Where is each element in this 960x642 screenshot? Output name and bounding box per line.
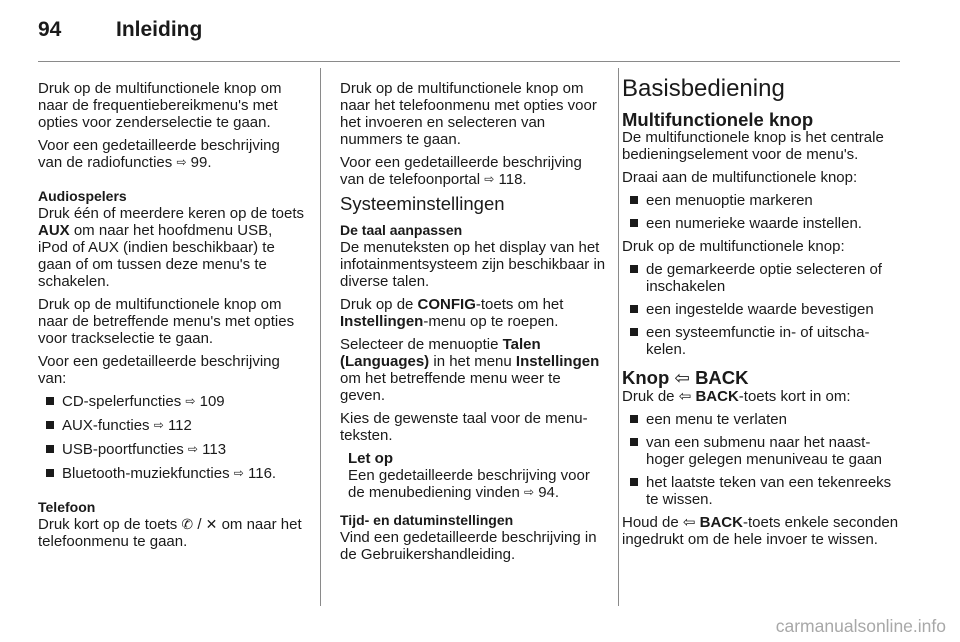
list-item: een systeemfunctie in- of uitschakelen.: [622, 324, 902, 358]
bullet-icon: [630, 265, 638, 273]
page-ref: 109: [199, 393, 225, 410]
paragraph: Druk op de CONFIG-toets om het Instellingen-menu op te roepen.: [340, 296, 564, 330]
column-2: [340, 80, 608, 569]
paragraph: Druk op de multifunctionele knop om naar de frequentiebereikmenu's met opties voor zenderselectie te gaan.: [38, 80, 282, 131]
hangup-icon: ✕: [205, 516, 218, 532]
column-divider-2: [618, 68, 619, 606]
sub-heading: Multifunctionele knop: [622, 109, 814, 130]
page-number: 94: [38, 18, 62, 41]
page-ref: 116.: [248, 465, 277, 482]
heading-tijd: Tijd- en datuminstellingen: [340, 512, 514, 528]
bullet-icon: [630, 438, 638, 446]
menu-talen: Talen (Languages): [340, 336, 541, 370]
paragraph: De multifunctionele knop is het centrale bedieningselement voor de menu's.: [622, 129, 884, 163]
key-config: CONFIG: [417, 296, 476, 313]
page-ref-icon: ⇨: [187, 442, 198, 456]
heading-telefoon: Telefoon: [38, 499, 96, 515]
page-ref-icon: ⇨: [185, 394, 196, 408]
page-ref: 113: [202, 441, 227, 458]
list-item: de gemarkeerde optie selecteren of inschakelen: [622, 261, 902, 295]
list-item: van een submenu naar het naasthoger gelegen menuniveau te gaan: [622, 434, 902, 468]
heading-knop-back: Knop ⇦ BACK: [622, 367, 749, 388]
paragraph: Draai aan de multifunctionele knop:: [622, 169, 858, 186]
page-ref: 112: [167, 417, 192, 434]
paragraph: Druk op de multifunctionele knop om naar de betreffende menu's met opties voor trackselectie te gaan.: [38, 296, 295, 347]
phone-icon: ✆: [181, 516, 194, 532]
page-ref: 94.: [538, 484, 560, 501]
bullet-icon: [630, 196, 638, 204]
section-heading: Systeeminstellingen: [340, 193, 505, 214]
paragraph: Druk op de multifunctionele knop:: [622, 238, 845, 255]
bullet-icon: [46, 397, 54, 405]
paragraph: Druk kort op de toets ✆ / ✕ om naar het telefoonmenu te gaan.: [38, 516, 302, 550]
watermark: carmanualsonline.info: [775, 616, 946, 636]
menu-instellingen: Instellingen: [340, 313, 424, 330]
list-item: CD-spelerfuncties ⇨ 109: [38, 393, 306, 411]
page-ref-icon: ⇨: [523, 485, 535, 499]
main-heading: Basisbediening: [622, 75, 785, 102]
paragraph: Houd de ⇦ BACK-toets enkele seconden ingedrukt om de hele invoer te wissen.: [622, 514, 899, 548]
bullet-icon: [46, 421, 54, 429]
page-ref-icon: ⇨: [484, 172, 495, 186]
paragraph: Druk één of meerdere keren op de toets AUX om naar het hoofdmenu USB, iPod of AUX (indien beschikbaar) te gaan of om tussen deze menu's te schakelen.: [38, 205, 304, 290]
bullet-icon: [46, 469, 54, 477]
list-item: Bluetooth-muziekfuncties ⇨ 116.: [38, 465, 306, 483]
paragraph: Voor een gedetailleerde beschrijving van de radiofuncties ⇨ 99.: [38, 137, 280, 171]
key-aux: AUX: [38, 222, 70, 239]
note-text: Een gedetailleerde beschrijving voor de menubediening vinden ⇨ 94.: [348, 467, 590, 501]
paragraph: De menuteksten op het display van het infotainmentsysteem zijn beschikbaar in diverse talen.: [340, 239, 606, 290]
header-rule: [38, 61, 900, 62]
paragraph: Voor een gedetailleerde beschrijving van:: [38, 353, 280, 387]
column-1: [38, 80, 306, 556]
list-item: het laatste teken van een tekenreeks te wissen.: [622, 474, 902, 508]
chapter-title: Inleiding: [116, 18, 203, 41]
page-ref-icon: ⇨: [233, 466, 244, 480]
bullet-icon: [630, 219, 638, 227]
column-divider-1: [320, 68, 321, 606]
back-icon: ⇦: [678, 388, 692, 405]
back-icon: ⇦: [674, 367, 690, 388]
paragraph: Kies de gewenste taal voor de menuteksten.: [340, 410, 588, 444]
bullet-icon: [630, 415, 638, 423]
list-item: een menu te verlaten: [622, 411, 902, 428]
page-ref-icon: ⇨: [153, 418, 164, 432]
note-label: Let op: [348, 450, 393, 467]
page-ref: 118.: [498, 171, 527, 188]
paragraph: Voor een gedetailleerde beschrijving van de telefoonportal ⇨ 118.: [340, 154, 582, 188]
paragraph: Druk op de multifunctionele knop om naar het telefoonmenu met opties voor het invoeren en selecteren van nummers te gaan.: [340, 80, 597, 148]
note-box: [340, 450, 608, 502]
paragraph: Selecteer de menuoptie Talen (Languages) in het menu Instellingen om het betreffende menu weer te geven.: [340, 336, 600, 404]
paragraph: Vind een gedetailleerde beschrijving in de Gebruikershandleiding.: [340, 529, 597, 563]
heading-taal: De taal aanpassen: [340, 222, 463, 238]
column-3: [622, 76, 902, 554]
heading-audiospelers: Audiospelers: [38, 188, 127, 204]
list-item: een menuoptie markeren: [622, 192, 902, 209]
list-item: een numerieke waarde instellen.: [622, 215, 902, 232]
page-ref-icon: ⇨: [176, 155, 187, 169]
bullet-icon: [630, 328, 638, 336]
list-item: AUX-functies ⇨ 112: [38, 417, 306, 435]
back-icon: ⇦: [682, 514, 696, 531]
bullet-icon: [630, 478, 638, 486]
bullet-icon: [46, 445, 54, 453]
list-item: een ingestelde waarde bevestigen: [622, 301, 902, 318]
menu-instellingen: Instellingen: [515, 353, 600, 370]
list-item: USB-poortfuncties ⇨ 113: [38, 441, 306, 459]
paragraph: Druk de ⇦ BACK-toets kort in om:: [622, 388, 851, 405]
key-back: BACK: [695, 388, 739, 405]
page-ref: 99.: [190, 154, 212, 171]
key-back: BACK: [699, 514, 743, 531]
bullet-icon: [630, 305, 638, 313]
